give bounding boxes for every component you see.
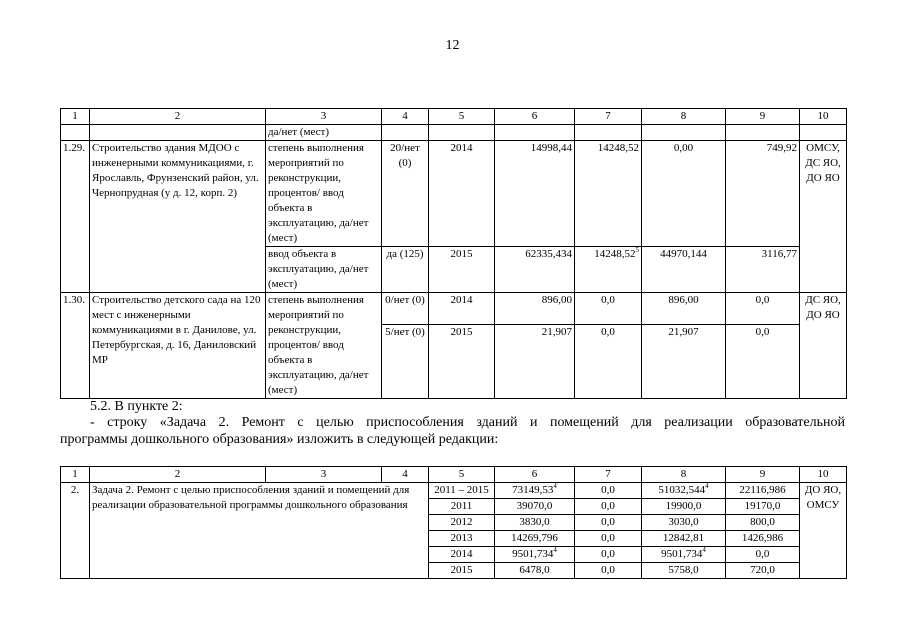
year-cell: 2015 xyxy=(429,563,495,579)
table-row xyxy=(61,293,847,325)
year-cell: 2015 xyxy=(429,247,495,293)
amount-cell: 3030,0 xyxy=(642,515,726,531)
amount-cell: 896,00 xyxy=(495,293,575,325)
header-cell: 3 xyxy=(266,467,382,483)
header-cell: 5 xyxy=(429,467,495,483)
amount-cell xyxy=(642,547,726,563)
amount-cell: 749,92 xyxy=(726,141,800,247)
table-row xyxy=(61,141,847,247)
header-cell: 2 xyxy=(90,109,266,125)
amount-value: 73149,53 xyxy=(512,484,554,496)
amount-cell xyxy=(575,247,642,293)
amount-cell: 14248,52 xyxy=(575,141,642,247)
amount-cell: 0,0 xyxy=(575,547,642,563)
program-table-1 xyxy=(60,108,847,399)
indicator-cell: степень выполнения мероприятий по реконструкции, процентов/ ввод объекта в эксплуатацию, да/нет (мест) xyxy=(266,293,382,399)
executor-cell: ДС ЯО, ДО ЯО xyxy=(800,293,847,399)
amount-cell: 44970,144 xyxy=(642,247,726,293)
measure-title: Строительство здания МДОО с инженерными коммуникациями, г. Ярославль, Фрунзенский район, ул. Чернопрудная (у д. 12, корп. 2) xyxy=(90,141,266,293)
table-row xyxy=(61,483,847,499)
header-cell: 4 xyxy=(382,467,429,483)
amount-cell: 0,0 xyxy=(726,325,800,399)
indicator-value: да (125) xyxy=(382,247,429,293)
amount-cell: 720,0 xyxy=(726,563,800,579)
header-cell: 9 xyxy=(726,467,800,483)
amount-value: 14248,52 xyxy=(594,248,636,260)
amount-cell: 0,0 xyxy=(726,547,800,563)
amount-cell: 0,0 xyxy=(726,293,800,325)
row-number: 1.30. xyxy=(61,293,90,399)
year-cell: 2014 xyxy=(429,293,495,325)
amount-cell: 3116,77 xyxy=(726,247,800,293)
amount-cell: 800,0 xyxy=(726,515,800,531)
year-cell: 2014 xyxy=(429,141,495,247)
row-number: 1.29. xyxy=(61,141,90,293)
amount-cell: 0,0 xyxy=(575,499,642,515)
header-cell: 7 xyxy=(575,109,642,125)
amount-value: 9501,734 xyxy=(661,548,703,560)
table-header-row xyxy=(61,467,847,483)
amount-cell: 0,0 xyxy=(575,483,642,499)
amount-cell: 14269,796 xyxy=(495,531,575,547)
amount-cell: 0,0 xyxy=(575,325,642,399)
indicator-cell: степень выполнения мероприятий по реконструкции, процентов/ ввод объекта в эксплуатацию, да/нет (мест) xyxy=(266,141,382,247)
task-title: Задача 2. Ремонт с целью приспособления зданий и помещений для реализации образовательной программы дошкольного образования xyxy=(90,483,429,579)
executor-cell: ДО ЯО, ОМСУ xyxy=(800,483,847,579)
indicator-value: 5/нет (0) xyxy=(382,325,429,399)
footnote-mark: 4 xyxy=(705,482,709,490)
amount-cell: 12842,81 xyxy=(642,531,726,547)
executor-cell: ОМСУ, ДС ЯО, ДО ЯО xyxy=(800,141,847,293)
header-cell: 8 xyxy=(642,467,726,483)
year-cell: 2014 xyxy=(429,547,495,563)
header-cell: 10 xyxy=(800,467,847,483)
year-cell: 2012 xyxy=(429,515,495,531)
paragraph-instruction: - строку «Задача 2. Ремонт с целью приспособления зданий и помещений для реализации образовательной xyxy=(90,415,845,430)
header-cell: 1 xyxy=(61,467,90,483)
program-table-2 xyxy=(60,466,847,579)
header-cell: 6 xyxy=(495,467,575,483)
footnote-mark: 5 xyxy=(635,246,639,254)
header-cell: 4 xyxy=(382,109,429,125)
header-cell: 10 xyxy=(800,109,847,125)
footnote-mark: 4 xyxy=(702,546,706,554)
paragraph-item: 5.2. В пункте 2: xyxy=(90,399,183,414)
amount-cell: 0,0 xyxy=(575,563,642,579)
year-cell: 2011 – 2015 xyxy=(429,483,495,499)
footnote-mark: 4 xyxy=(553,546,557,554)
row-number: 2. xyxy=(61,483,90,579)
amount-cell: 0,00 xyxy=(642,141,726,247)
amount-cell: 21,907 xyxy=(642,325,726,399)
indicator-cell: да/нет (мест) xyxy=(266,125,382,141)
header-cell: 5 xyxy=(429,109,495,125)
year-cell: 2015 xyxy=(429,325,495,399)
footnote-mark: 4 xyxy=(553,482,557,490)
amount-cell: 896,00 xyxy=(642,293,726,325)
indicator-value: 20/нет (0) xyxy=(382,141,429,247)
amount-value: 51032,544 xyxy=(658,484,706,496)
paragraph-instruction-cont: программы дошкольного образования» изложить в следующей редакции: xyxy=(60,432,499,447)
header-cell: 2 xyxy=(90,467,266,483)
year-cell: 2011 xyxy=(429,499,495,515)
year-cell: 2013 xyxy=(429,531,495,547)
amount-cell: 5758,0 xyxy=(642,563,726,579)
amount-value: 9501,734 xyxy=(512,548,554,560)
amount-cell: 62335,434 xyxy=(495,247,575,293)
amount-cell: 0,0 xyxy=(575,293,642,325)
table-header-row xyxy=(61,109,847,125)
amount-cell: 14998,44 xyxy=(495,141,575,247)
amount-cell: 0,0 xyxy=(575,531,642,547)
amount-cell: 0,0 xyxy=(575,515,642,531)
header-cell: 7 xyxy=(575,467,642,483)
amount-cell: 22116,986 xyxy=(726,483,800,499)
amount-cell xyxy=(495,547,575,563)
amount-cell: 39070,0 xyxy=(495,499,575,515)
indicator-value: 0/нет (0) xyxy=(382,293,429,325)
amount-cell: 6478,0 xyxy=(495,563,575,579)
header-cell: 1 xyxy=(61,109,90,125)
amount-cell xyxy=(495,483,575,499)
header-cell: 8 xyxy=(642,109,726,125)
header-cell: 3 xyxy=(266,109,382,125)
indicator-cell: ввод объекта в эксплуатацию, да/нет (мест) xyxy=(266,247,382,293)
amount-cell: 19170,0 xyxy=(726,499,800,515)
header-cell: 6 xyxy=(495,109,575,125)
amount-cell: 3830,0 xyxy=(495,515,575,531)
amount-cell xyxy=(642,483,726,499)
header-cell: 9 xyxy=(726,109,800,125)
amount-cell: 1426,986 xyxy=(726,531,800,547)
measure-title: Строительство детского сада на 120 мест с инженерными коммуникациями в г. Данилове, ул. Петербургская, д. 16, Даниловский МР xyxy=(90,293,266,399)
amount-cell: 21,907 xyxy=(495,325,575,399)
table-row xyxy=(61,125,847,141)
page-number: 12 xyxy=(445,38,460,53)
amount-cell: 19900,0 xyxy=(642,499,726,515)
